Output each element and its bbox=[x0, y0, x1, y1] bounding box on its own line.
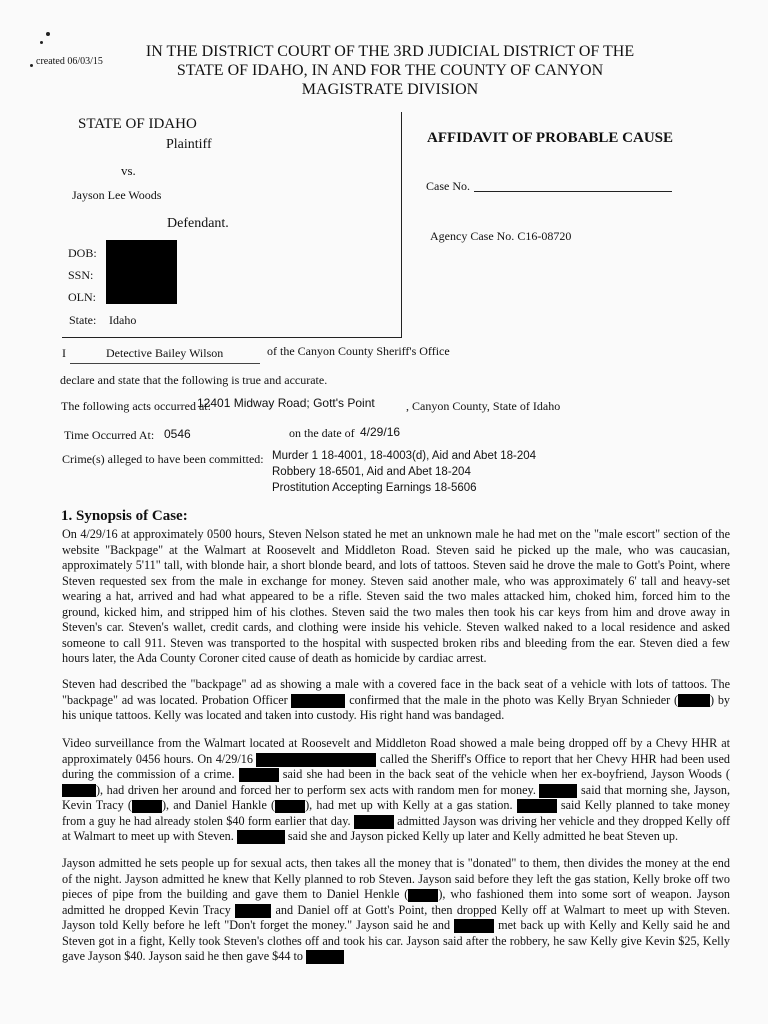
created-stamp-text: created 06/03/15 bbox=[36, 56, 103, 67]
oln-label: OLN: bbox=[68, 290, 96, 304]
p3-part-h: said Kelly planned to take money from a guy he had already stolen $40 form earlier that day. bbox=[62, 798, 730, 828]
redaction-block bbox=[235, 904, 271, 918]
affidavit-title: AFFIDAVIT OF PROBABLE CAUSE bbox=[427, 130, 674, 146]
state-value: Idaho bbox=[109, 313, 137, 327]
court-header-line3: MAGISTRATE DIVISION bbox=[301, 81, 479, 98]
redaction-block bbox=[132, 800, 162, 813]
redaction-block bbox=[275, 800, 305, 813]
synopsis-paragraph-3 bbox=[62, 736, 730, 845]
case-no-field bbox=[474, 191, 672, 192]
plaintiff-label: Plaintiff bbox=[166, 137, 212, 152]
stamp-mark bbox=[40, 41, 43, 44]
redaction-block bbox=[306, 950, 344, 964]
plaintiff-name: STATE OF IDAHO bbox=[78, 116, 197, 132]
officer-field-line bbox=[70, 363, 260, 364]
case-no-label: Case No. bbox=[426, 179, 470, 193]
p4-part-b: ), who fashioned them into some sort of weapon. Jayson admitted he dropped Kevin Tracy bbox=[62, 887, 731, 917]
redaction-block bbox=[539, 784, 577, 798]
caption-vertical-rule bbox=[401, 112, 402, 338]
redaction-block bbox=[62, 784, 96, 797]
date-label: on the date of bbox=[289, 426, 355, 440]
redaction-block bbox=[291, 694, 345, 708]
p3-part-b: called the Sheriff's Office to report that her Chevy HHR had been used during the commission of a crime. bbox=[62, 751, 731, 781]
court-header bbox=[130, 42, 650, 99]
court-header-line1: IN THE DISTRICT COURT OF THE 3RD JUDICIAL DISTRICT OF THE bbox=[145, 43, 635, 60]
p3-part-c: said she had been in the back seat of the vehicle when her ex-boyfriend, Jayson Woods ( bbox=[282, 767, 730, 781]
p3-part-g: ), had met up with Kelly at a gas station. bbox=[305, 798, 513, 812]
acts-county: , Canyon County, State of Idaho bbox=[406, 399, 561, 413]
synopsis-heading: 1. Synopsis of Case: bbox=[61, 508, 188, 524]
declare-text: declare and state that the following is true and accurate. bbox=[60, 373, 328, 387]
agency-case-value: C16-08720 bbox=[517, 229, 572, 243]
redaction-block bbox=[354, 815, 394, 829]
synopsis-paragraph-1: On 4/29/16 at approximately 0500 hours, Steven Nelson stated he met an unknown male he had met on the "male escort" section of the website "Backpage" at the Walmart at Roosevelt and Middleton Road. Steven said he picked up the male, who was caucasian, approximately 5'11" tall, with blonde hair, a short blonde beard, and lots of tattoos. Steven said he drove the male to Gott's Point, where Steven requested sex from the male in exchange for money. Steven said another male, who was approximately 6' tall and heavy-set wearing a hat, arrived and had what appeared to be a rifle. Steven said the two males attacked him, choked him, forced him to the ground, kicked him, and stripped him of his clothes. Steven said the two males then took his car keys from him and drove away in Steven's car. Steven's wallet, credit cards, and clothing were inside his vehicle. Steven walked naked to a local residence and asked someone to call 911. Steven was transported to the hospital with suspected broken ribs and bleeding from the ear. Steven died a few hours later, the Ada County Coroner cited cause of death as homicide by cardiac arrest. bbox=[62, 527, 730, 665]
redaction-block bbox=[256, 753, 376, 767]
dob-label: DOB: bbox=[68, 246, 97, 260]
defendant-name: Jayson Lee Woods bbox=[72, 188, 162, 202]
court-header-line2: STATE OF IDAHO, IN AND FOR THE COUNTY OF CANYON bbox=[176, 62, 604, 79]
p3-part-i: admitted Jayson was driving her vehicle and they dropped Kelly off at Walmart to meet up with Steven. bbox=[62, 813, 731, 843]
versus-label: vs. bbox=[121, 163, 136, 178]
officer-name: Detective Bailey Wilson bbox=[106, 346, 224, 360]
created-stamp bbox=[36, 56, 103, 67]
redaction-block bbox=[106, 240, 177, 304]
p3-part-j: said she and Jayson picked Kelly up later and Kelly admitted he beat Steven up. bbox=[287, 829, 679, 843]
p4-part-a: Jayson admitted he sets people up for sexual acts, then takes all the money that is "donated" to them, then divides the money at the end of the night. Jayson admitted he knew that Kelly planned to rob Steven. Jayson said before they left the gas station, Kelly broke off two pieces of pipe from the building and gave them to Daniel Henkle ( bbox=[62, 856, 730, 901]
time-value: 0546 bbox=[164, 427, 191, 441]
p3-part-d: ), had driven her around and forced her to perform sex acts with random men for money. bbox=[96, 782, 536, 797]
caption-horizontal-rule bbox=[62, 337, 402, 338]
redaction-block bbox=[237, 830, 285, 844]
ssn-label: SSN: bbox=[68, 268, 94, 282]
redaction-block bbox=[517, 799, 557, 813]
p3-part-e: said that morning she, Jayson, Kevin Tracy ( bbox=[62, 782, 731, 812]
time-label: Time Occurred At: bbox=[64, 428, 155, 442]
redaction-block bbox=[678, 694, 710, 707]
redaction-block bbox=[408, 889, 438, 902]
p4-part-c: and Daniel off at Gott's Point, then dropped Kelly off at Walmart to meet up with Steven. Jayson told Kelly before he left "Don't forget the money." Jayson said he and bbox=[62, 902, 731, 932]
crime-1: Murder 1 18-4001, 18-4003(d), Aid and Abet 18-204 bbox=[272, 450, 537, 462]
p3-part-a: Video surveillance from the Walmart located at Roosevelt and Middleton Road showed a male being dropped off by a Chevy HHR at approximately 0456 hours. On 4/29/16 bbox=[62, 736, 730, 766]
declarant-i: I bbox=[62, 346, 66, 360]
stamp-mark bbox=[30, 64, 33, 67]
office-text: of the Canyon County Sheriff's Office bbox=[267, 344, 450, 358]
p4-part-d: met back up with Kelly and Kelly said he and Steven got in a fight, Kelly took Steven's clothes off and took his car. Jayson said after the robbery, he saw Kelly give Kevin $25, Kelly gave Jayson $40. Jayson said he then gave $44 to bbox=[62, 918, 731, 963]
synopsis-paragraph-2 bbox=[62, 677, 730, 724]
date-value: 4/29/16 bbox=[360, 425, 401, 439]
p2-part-c: ) by his unique tattoos. Kelly was located and taken into custody. His right hand was bandaged. bbox=[62, 692, 731, 722]
p3-part-f: ), and Daniel Hankle ( bbox=[161, 798, 276, 812]
agency-case-label: Agency Case No. bbox=[430, 229, 515, 243]
stamp-mark bbox=[46, 32, 50, 36]
crimes-label: Crime(s) alleged to have been committed: bbox=[62, 452, 264, 466]
redaction-block bbox=[239, 768, 279, 782]
state-label: State: bbox=[69, 313, 97, 327]
acts-location: 12401 Midway Road; Gott's Point bbox=[197, 396, 375, 410]
agency-case bbox=[430, 229, 571, 244]
crime-3: Prostitution Accepting Earnings 18-5606 bbox=[272, 482, 477, 494]
acts-label: The following acts occurred at: bbox=[61, 399, 211, 413]
p2-part-a: Steven had described the "backpage" ad as showing a male with a covered face in the back seat of a vehicle with lots of tattoos. The "backpage" ad was located. Probation Officer bbox=[62, 677, 730, 707]
synopsis-paragraph-4 bbox=[62, 856, 730, 965]
crime-2: Robbery 18-6501, Aid and Abet 18-204 bbox=[272, 466, 471, 478]
crimes-list bbox=[272, 448, 536, 496]
p2-part-b: confirmed that the male in the photo was Kelly Bryan Schnieder ( bbox=[349, 692, 679, 707]
defendant-label: Defendant. bbox=[167, 216, 229, 231]
redaction-block bbox=[454, 919, 494, 933]
